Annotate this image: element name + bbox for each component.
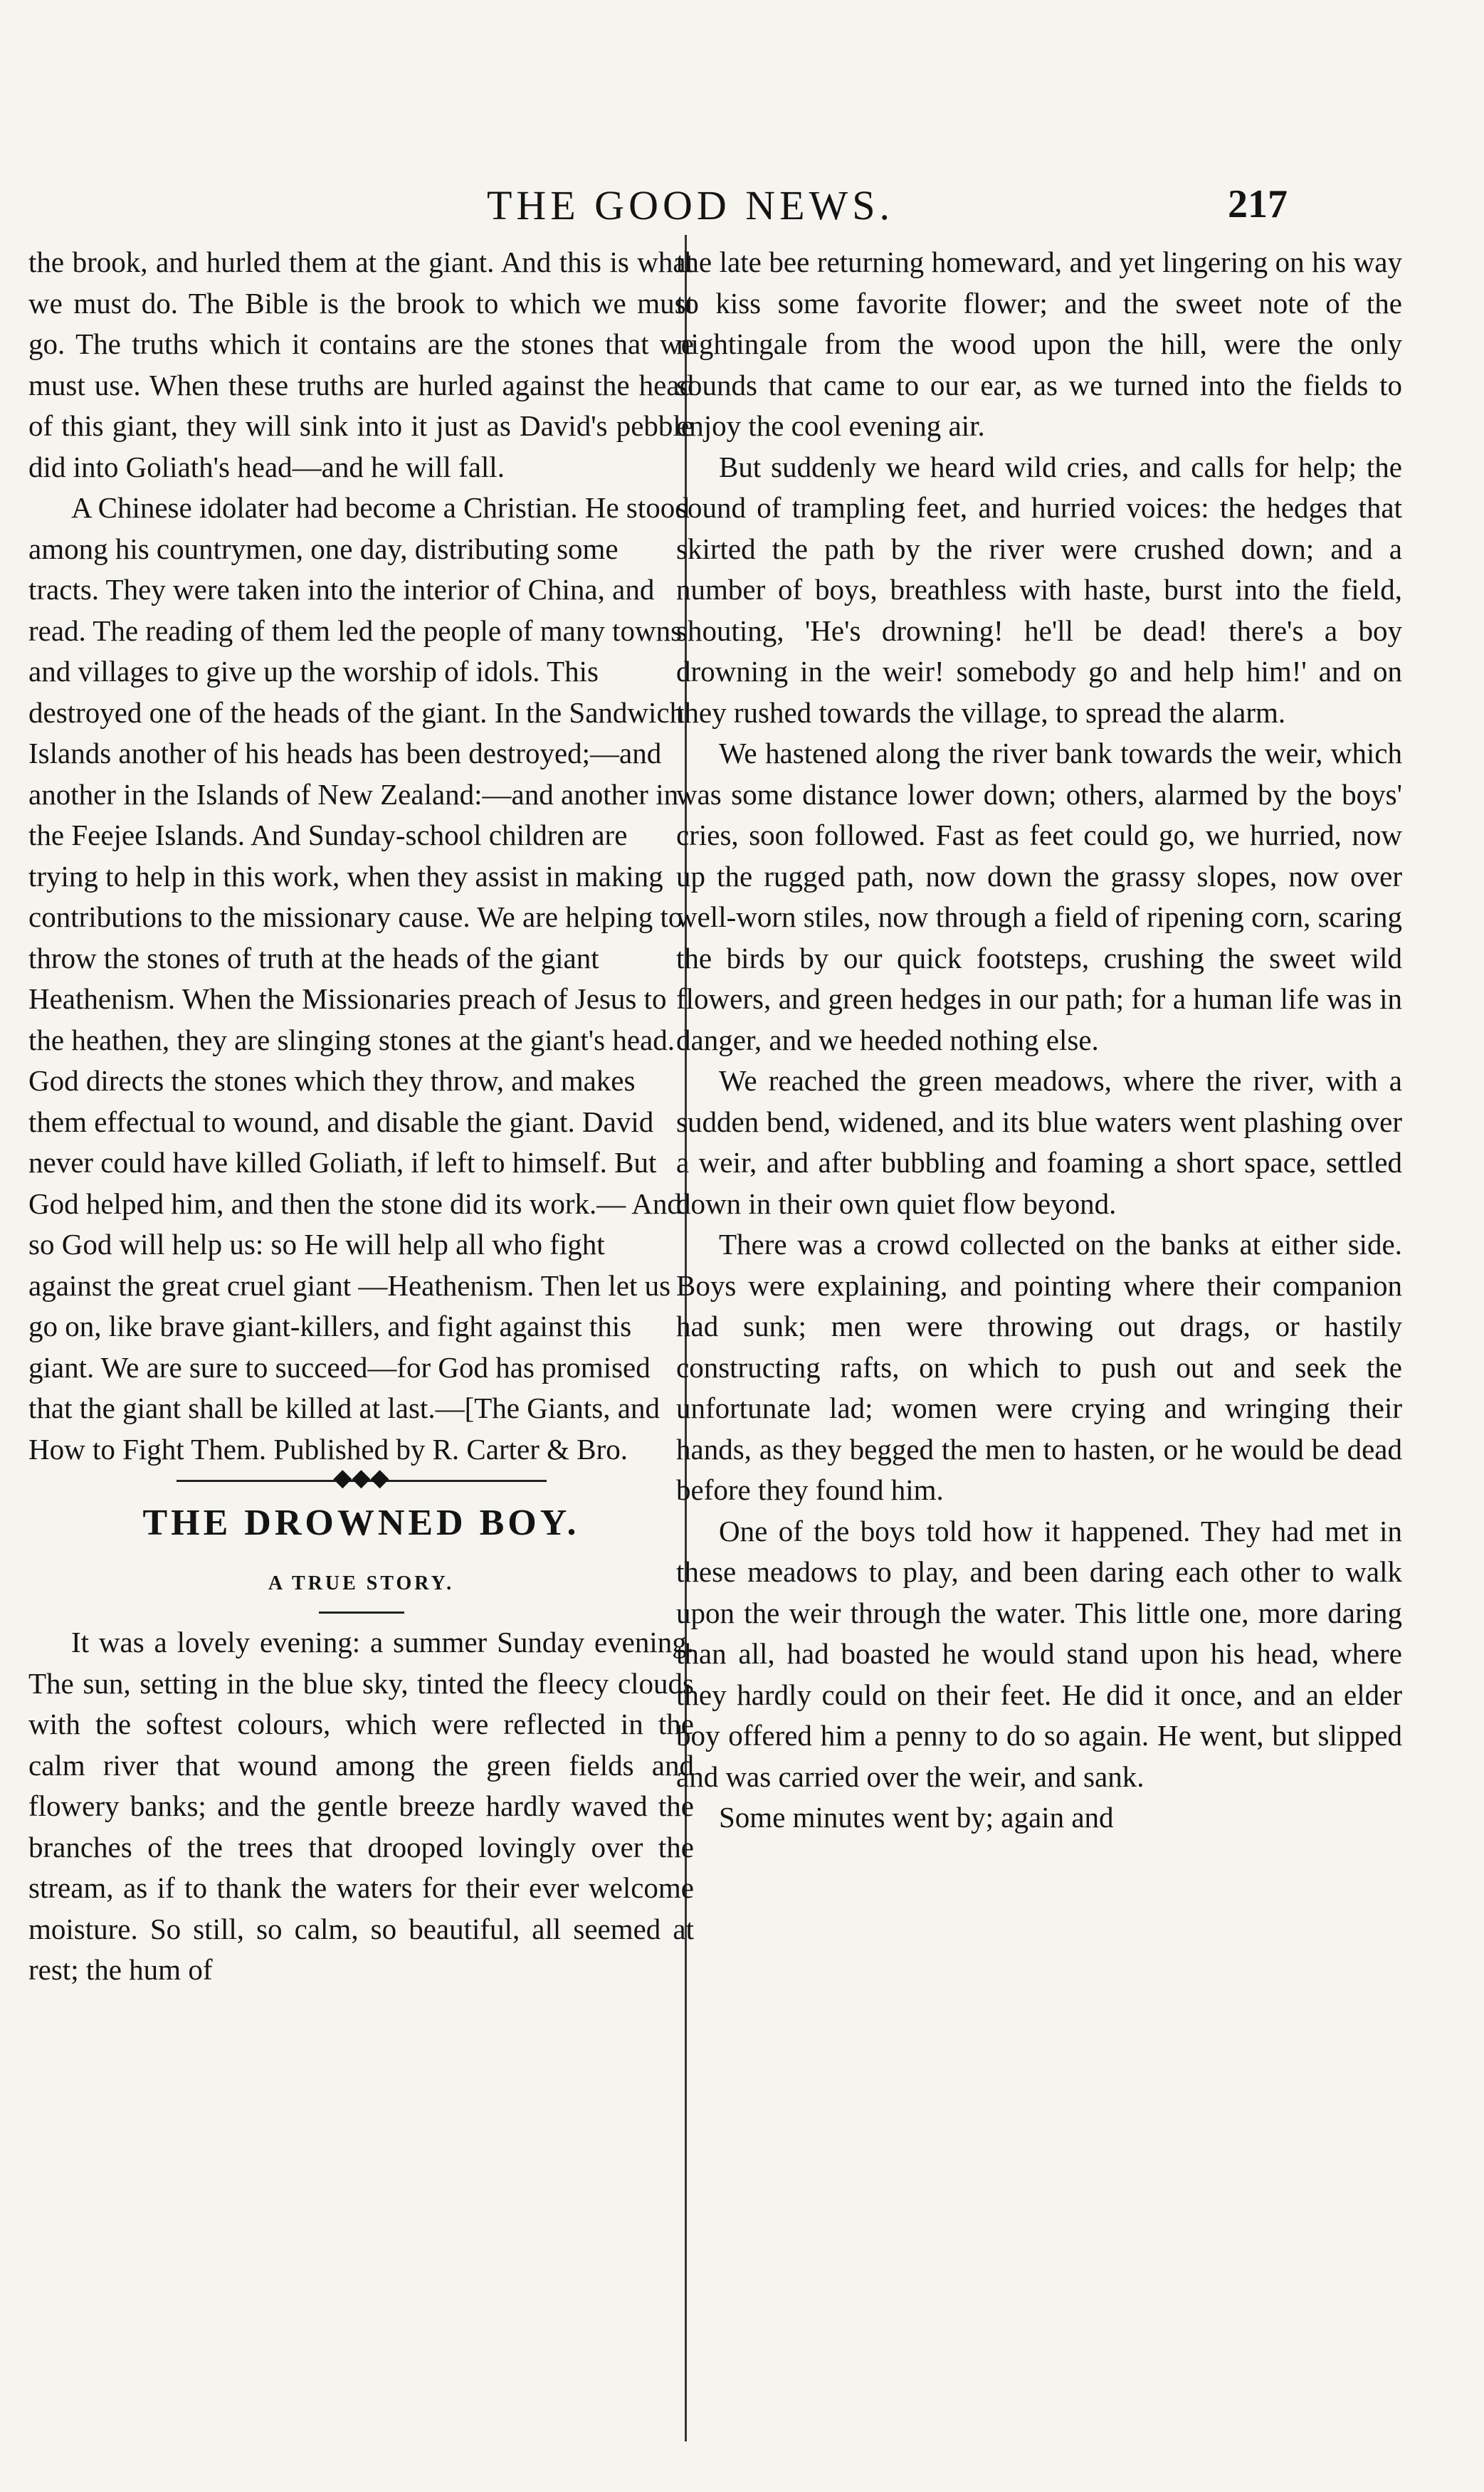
running-head (0, 182, 1484, 246)
paragraph: But suddenly we heard wild cries, and calls for help; the sound of trampling feet, and hurried voices: the hedges that skirted the path by the river were crushed down; and a number of boys, breathless with haste, burst into the field, shouting, 'He's drowning! he'll be dead! there's a boy drowning in the weir! somebody go and help him!' and on they rushed towards the village, to spread the alarm. (676, 450, 1402, 729)
paragraph: One of the boys told how it happened. They had met in these meadows to play, and been daring each other to walk upon the weir through the water. This little one, more daring than all, had boasted he would stand upon his head, where they hardly could on their feet. He did it once, and an elder boy offered him a penny to do so again. He went, but slipped and was carried over the weir, and sank. (676, 1514, 1402, 1793)
paragraph: the brook, and hurled them at the giant. And this is what we must do. The Bible is the brook to which we must go. The truths which it contains are the stones that we must use. When these truths are hurled against the head of this giant, they will sink into it just as David's pebble did into Goliath's head—and he will fall. (28, 246, 694, 483)
paragraph: There was a crowd collected on the banks at either side. Boys were explaining, and pointing where their companion had sunk; men were throwing out drags, or hastily constructing rafts, on which to push out and seek the unfortunate lad; women were crying and wringing their hands, as they begged the men to hasten, or he would be dead before they found him. (676, 1228, 1402, 1506)
paragraph: Some minutes went by; again and (719, 1801, 1114, 1834)
ornament-icon: ◆◆◆ (333, 1465, 389, 1491)
publication-title: THE GOOD NEWS. (486, 182, 895, 228)
paragraph: We hastened along the river bank towards the weir, which was some distance lower down; others, alarmed by the boys' cries, soon followed. Fast as feet could go, we hurried, now up the rugged path, now down the grassy slopes, now over well-worn stiles, now through a field of ripening corn, scaring the birds by our quick footsteps, crushing the sweet wild flowers, and green hedges in our path; for a human life was in danger, and we heeded nothing else. (676, 737, 1402, 1056)
left-column (28, 242, 694, 2456)
paragraph: It was a lovely evening: a summer Sunday evening. The sun, setting in the blue sky, tinted the fleecy clouds with the softest colours, which were reflected in the calm river that wound among the green fields and flowery banks; and the gentle breeze hardly waved the branches of the trees that drooped lovingly over the stream, as if to thank the waters for their ever welcome moisture. So still, so calm, so beautiful, all seemed at rest; the hum of (28, 1626, 694, 1986)
right-column (676, 242, 1402, 2456)
paragraph: A Chinese idolater had become a Christian. He stood among his countrymen, one day, distributing some tracts. They were taken into the interior of China, and read. The reading of them led the people of many towns and villages to give up the worship of idols. This destroyed one of the heads of the giant. In the Sandwich Islands another of his heads has been destroyed;—and another in the Islands of New Zealand:—and another in the Feejee Islands. And Sunday-school children are trying to help in this work, when they assist in making contributions to the missionary cause. We are helping to throw the stones of truth at the heads of the giant Heathenism. When the Missionaries preach of Jesus to the heathen, they are slinging stones at the giant's head. God directs the stones which they throw, and makes them effectual to wound, and disable the giant. David never could have killed Goliath, if left to himself. But God helped him, and then the stone did its work.— And so God will help us: so He will help all who fight against the great cruel giant —Heathenism. Then let us go on, like brave giant-killers, and fight against this giant. We are sure to succeed—for God has promised that the giant shall be killed at last.—[The Giants, and How to Fight Them. Published by R. Carter & Bro. (28, 491, 690, 1466)
subtitle-divider (319, 1612, 404, 1614)
paragraph: We reached the green meadows, where the river, with a sudden bend, widened, and its blue waters went plashing over a weir, and after bubbling and foaming a short space, settled down in their own quiet flow beyond. (676, 1064, 1402, 1220)
page-number: 217 (1228, 182, 1288, 226)
paragraph: the late bee returning homeward, and yet lingering on his way to kiss some favorite flower; and the sweet note of the nightingale from the wood upon the hill, were the only sounds that came to our ear, as we turned into the fields to enjoy the cool evening air. (676, 246, 1402, 442)
article-subtitle: A TRUE STORY. (268, 1572, 455, 1594)
article-title: THE DROWNED BOY. (142, 1503, 580, 1543)
